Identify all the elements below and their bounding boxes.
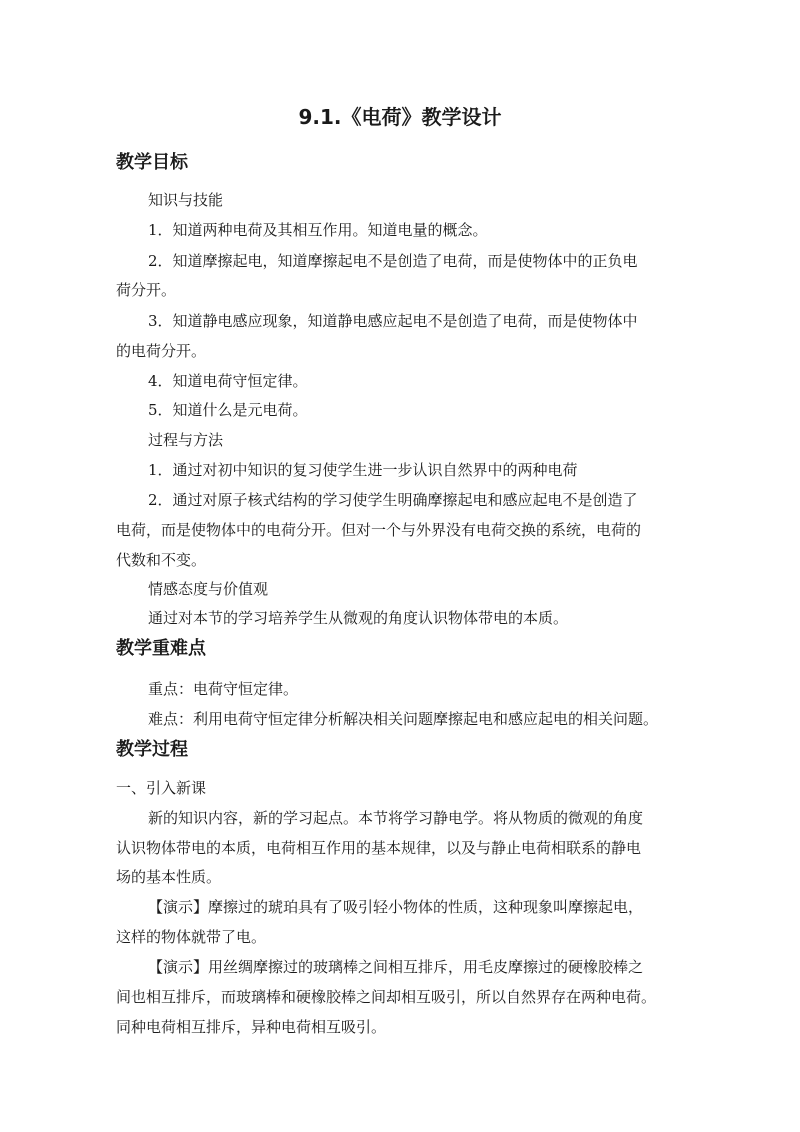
knowledge-item-3-line-2: 的电荷分开。 [116, 342, 207, 360]
label-process-methods: 过程与方法 [148, 431, 224, 449]
knowledge-item-2-line-1: 2．知道摩擦起电，知道摩擦起电不是创造了电荷，而是使物体中的正负电 [148, 252, 638, 270]
page-title: 9.1.《电荷》教学设计 [298, 105, 502, 129]
demo-1-line-2: 这样的物体就带了电。 [116, 928, 267, 946]
emotion-item-1: 通过对本节的学习培养学生从微观的角度认识物体带电的本质。 [148, 609, 569, 627]
heading-teaching-goals: 教学目标 [116, 152, 188, 173]
process-item-2-line-2: 电荷，而是使物体中的电荷分开。但对一个与外界没有电荷交换的系统，电荷的 [116, 521, 642, 539]
label-emotion-values: 情感态度与价值观 [148, 580, 269, 598]
knowledge-item-4: 4．知道电荷守恒定律。 [148, 372, 308, 390]
focus-point: 重点：电荷守恒定律。 [148, 680, 299, 698]
demo-2-line-2: 间也相互排斥，而玻璃棒和硬橡胶棒之间却相互吸引，所以自然界存在两种电荷。 [116, 988, 657, 1006]
intro-paragraph-line-2: 认识物体带电的本质，电荷相互作用的基本规律，以及与静止电荷相联系的静电 [116, 839, 642, 857]
heading-key-points: 教学重难点 [116, 638, 206, 659]
label-knowledge-skills: 知识与技能 [148, 191, 224, 209]
intro-paragraph-line-1: 新的知识内容，新的学习起点。本节将学习静电学。将从物质的微观的角度 [148, 809, 644, 827]
knowledge-item-5: 5．知道什么是元电荷。 [148, 401, 308, 419]
intro-paragraph-line-3: 场的基本性质。 [116, 868, 222, 886]
process-item-1: 1．通过对初中知识的复习使学生进一步认识自然界中的两种电荷 [148, 461, 578, 479]
heading-teaching-process: 教学过程 [116, 739, 188, 760]
process-item-2-line-1: 2．通过对原子核式结构的学习使学生明确摩擦起电和感应起电不是创造了 [148, 491, 638, 509]
knowledge-item-2-line-2: 荷分开。 [116, 281, 177, 299]
demo-2-line-3: 同种电荷相互排斥，异种电荷相互吸引。 [116, 1018, 387, 1036]
demo-1-line-1: 【演示】摩擦过的琥珀具有了吸引轻小物体的性质，这种现象叫摩擦起电， [148, 898, 644, 916]
knowledge-item-1: 1．知道两种电荷及其相互作用。知道电量的概念。 [148, 221, 488, 239]
process-item-2-line-3: 代数和不变。 [116, 551, 207, 569]
section-intro-title: 一、引入新课 [116, 779, 207, 797]
demo-2-line-1: 【演示】用丝绸摩擦过的玻璃棒之间相互排斥，用毛皮摩擦过的硬橡胶棒之 [148, 958, 644, 976]
difficulty-point: 难点：利用电荷守恒定律分析解决相关问题摩擦起电和感应起电的相关问题。 [148, 710, 659, 728]
knowledge-item-3-line-1: 3．知道静电感应现象，知道静电感应起电不是创造了电荷，而是使物体中 [148, 312, 638, 330]
